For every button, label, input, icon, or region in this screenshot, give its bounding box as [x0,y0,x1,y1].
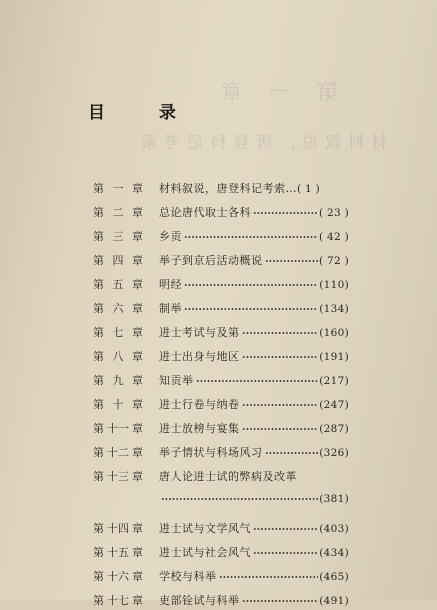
chapter-number: 第 三 章 [93,230,143,243]
page-number: (326) [319,447,349,459]
toc-row [93,420,353,438]
toc-row [93,544,353,562]
page-number: (110) [319,279,349,291]
dot-leader [253,552,318,554]
page-number: (491) [319,595,349,607]
dot-leader [265,452,319,454]
dot-leader [265,260,318,262]
toc-row [93,348,353,366]
page-number: (217) [319,375,349,387]
chapter-number: 第 十 章 [93,398,143,411]
chapter-title: 材料叙说，唐登科记考索… [159,182,297,195]
bleed-through-text: 第一章 材料叙说，唐登科记考索 [135,81,388,153]
page-number: (403) [319,523,349,535]
toc-row [93,204,353,222]
chapter-title: 学校与科举 [159,570,217,583]
toc-row [93,444,353,462]
chapter-title: 进士放榜与宴集 [159,422,240,435]
chapter-number: 第 八 章 [93,350,143,363]
toc-row [93,396,353,414]
toc-row [93,372,353,390]
dot-leader [184,284,318,286]
toc-row [93,568,353,586]
chapter-number: 第 十一 章 [93,422,143,435]
chapter-number: 第 二 章 [93,206,143,219]
page-number: (160) [319,327,349,339]
page-number: ( 42 ) [318,231,349,243]
chapter-number: 第 十六 章 [93,570,143,583]
chapter-title: 举子到京后活动概说 [159,254,263,267]
page-number: (134) [319,303,349,315]
toc-row [93,276,353,294]
chapter-title: 唐人论进士试的弊病及改革 [159,470,297,483]
chapter-title: 乡贡 [159,230,182,243]
dot-leader [242,428,319,430]
page-number: (247) [319,399,349,411]
chapter-title: 总论唐代取士各科 [159,206,251,219]
dot-leader [242,600,319,602]
toc-row [93,468,353,486]
dot-leader [219,576,319,578]
chapter-title: 举子情状与科场风习 [159,446,263,459]
chapter-title: 进士试与文学风气 [159,522,251,535]
chapter-number: 第 四 章 [93,254,143,267]
toc-row [93,592,353,610]
toc-row [93,300,353,318]
page-number: (287) [319,423,349,435]
dot-leader [242,356,319,358]
chapter-number: 第 十七 章 [93,594,143,607]
chapter-number: 第 十五 章 [93,546,143,559]
toc-row [93,180,353,198]
page-number: ( 1 ) [297,183,321,195]
dot-leader [242,404,319,406]
dot-leader [161,498,318,500]
chapter-title: 进士出身与地区 [159,350,240,363]
toc-row [93,252,353,270]
page-number: (465) [319,571,349,583]
dot-leader [253,528,318,530]
page-number: ( 72 ) [318,255,349,267]
dot-leader [242,332,319,334]
toc-row [93,324,353,342]
chapter-title: 吏部铨试与科举 [159,594,240,607]
toc-row-continuation [159,490,349,508]
dot-leader [196,380,319,382]
chapter-number: 第 六 章 [93,302,143,315]
chapter-title: 进士行卷与纳卷 [159,398,240,411]
chapter-number: 第 十二 章 [93,446,143,459]
toc-row [93,520,353,538]
chapter-title: 明经 [159,278,182,291]
toc-row [93,228,353,246]
chapter-title: 进士考试与及第 [159,326,240,339]
chapter-number: 第 一 章 [93,182,143,195]
chapter-title: 知贡举 [159,374,194,387]
dot-leader [253,212,318,214]
chapter-number: 第 九 章 [93,374,143,387]
chapter-title: 制举 [159,302,182,315]
dot-leader [184,308,318,310]
page-number: ( 23 ) [318,207,349,219]
dot-leader [184,236,318,238]
page-number: (381) [319,493,349,505]
chapter-number: 第 五 章 [93,278,143,291]
page-number: (191) [319,351,349,363]
toc-heading: 目 录 [88,103,200,123]
chapter-number: 第 十四 章 [93,522,143,535]
page-number: (434) [319,547,349,559]
chapter-title: 进士试与社会风气 [159,546,251,559]
chapter-number: 第 七 章 [93,326,143,339]
chapter-number: 第 十三 章 [93,470,143,483]
